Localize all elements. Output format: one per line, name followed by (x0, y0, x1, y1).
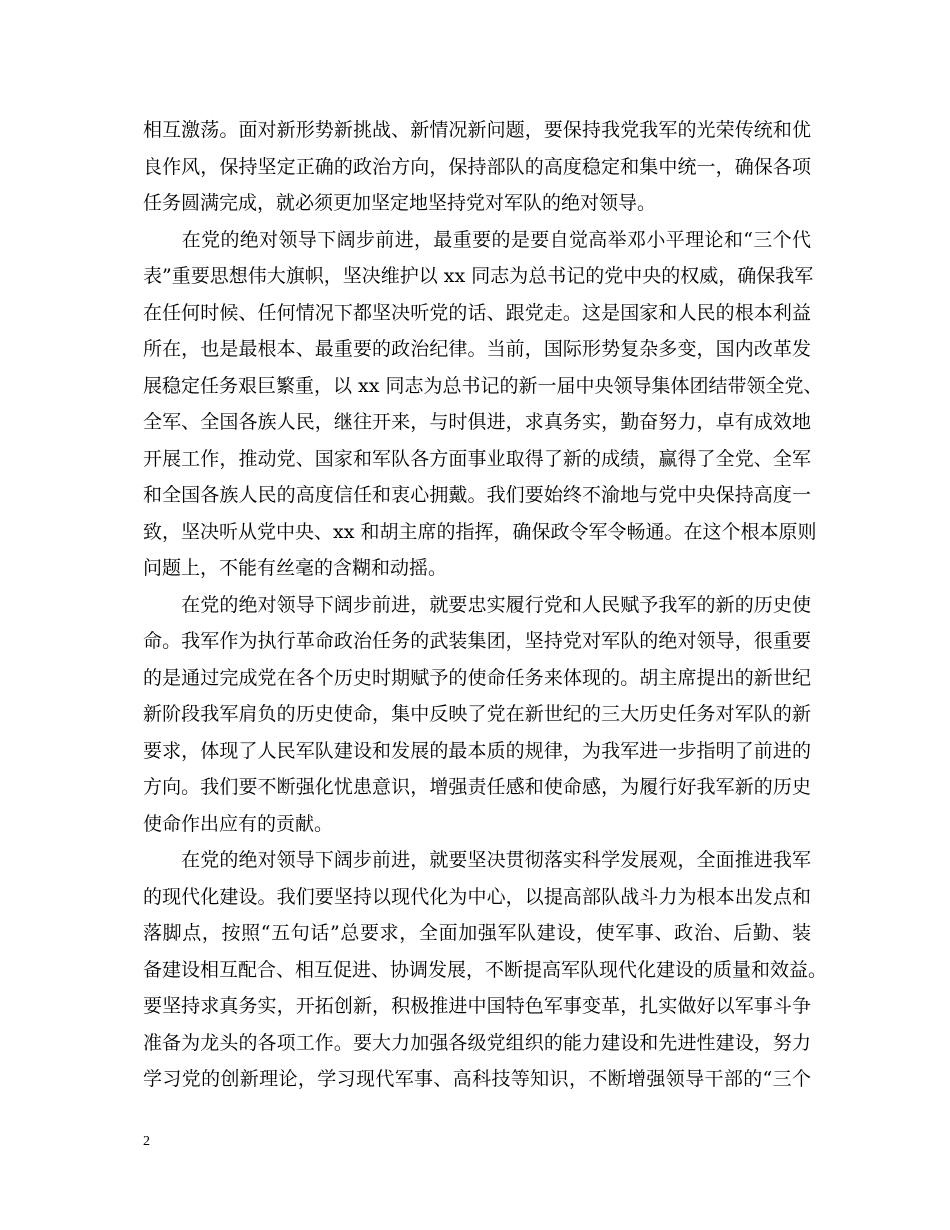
text-line: 问题上，不能有丝毫的含糊和动摇。 (143, 557, 448, 579)
text-line: 的现代化建设。我们要坚持以现代化为中心，以提高部队战斗力为根本出发点和 (143, 885, 811, 908)
text-line: 新阶段我军肩负的历史使命，集中反映了党在新世纪的三大历史任务对军队的新 (143, 703, 811, 725)
text-line: 学习党的创新理论，学习现代军事、高科技等知识，不断增强领导干部的“三个 (143, 1068, 811, 1090)
text-line: 的是通过完成党在各个历史时期赋予的使命任务来体现的。胡主席提出的新世纪 (143, 666, 811, 689)
text-line: 展稳定任务艰巨繁重，以 xx 同志为总书记的新一届中央领导集体团结带领全党、 (143, 374, 823, 397)
text-line: 落脚点，按照“五句话”总要求，全面加强军队建设，使军事、政治、后勤、装 (143, 922, 811, 944)
text-line: 表”重要思想伟大旗帜，坚决维护以 xx 同志为总书记的党中央的权威，确保我军 (143, 265, 814, 287)
text-line: 在任何时候、任何情况下都坚决听党的话、跟党走。这是国家和人民的根本利益 (143, 301, 811, 324)
text-line: 开展工作，推动党、国家和军队各方面事业取得了新的成绩，赢得了全党、全军 (143, 447, 811, 470)
text-line: 相互激荡。面对新形势新挑战、新情况新问题，要保持我党我军的光荣传统和优 (143, 119, 811, 141)
text-line: 在党的绝对领导下阔步前进，就要忠实履行党和人民赋予我军的新的历史使 (143, 593, 811, 616)
page-number: 2 (143, 1134, 150, 1149)
text-line: 所在，也是最根本、最重要的政治纪律。当前，国际形势复杂多变，国内改革发 (143, 338, 811, 360)
text-line: 在党的绝对领导下阔步前进，最重要的是要自觉高举邓小平理论和“三个代 (143, 228, 811, 251)
text-line: 和全国各族人民的高度信任和衷心拥戴。我们要始终不渝地与党中央保持高度一 (143, 484, 811, 506)
text-line: 备建设相互配合、相互促进、协调发展，不断提高军队现代化建设的质量和效益。 (143, 958, 828, 981)
text-line: 方向。我们要不断强化忧患意识，增强责任感和使命感，为履行好我军新的历史 (143, 776, 811, 798)
text-line: 在党的绝对领导下阔步前进，就要坚决贯彻落实科学发展观，全面推进我军 (143, 849, 811, 871)
text-line: 任务圆满完成，就必须更加坚定地坚持党对军队的绝对领导。 (143, 192, 657, 214)
text-line: 全军、全国各族人民，继往开来，与时俱进，求真务实，勤奋努力，卓有成效地 (143, 411, 811, 433)
text-line: 致，坚决听从党中央、xx 和胡主席的指挥，确保政令军令畅通。在这个根本原则 (143, 520, 817, 543)
text-line: 要坚持求真务实，开拓创新，积极推进中国特色军事变革，扎实做好以军事斗争 (143, 995, 811, 1017)
text-line: 良作风，保持坚定正确的政治方向，保持部队的高度稳定和集中统一，确保各项 (143, 155, 811, 178)
text-line: 命。我军作为执行革命政治任务的武装集团，坚持党对军队的绝对领导，很重要 (143, 630, 811, 652)
body-text (143, 112, 828, 1098)
text-line: 要求，体现了人民军队建设和发展的最本质的规律，为我军进一步指明了前进的 (143, 739, 811, 762)
text-line: 准备为龙头的各项工作。要大力加强各级党组织的能力建设和先进性建设，努力 (143, 1031, 811, 1054)
text-line: 使命作出应有的贡献。 (143, 812, 334, 835)
